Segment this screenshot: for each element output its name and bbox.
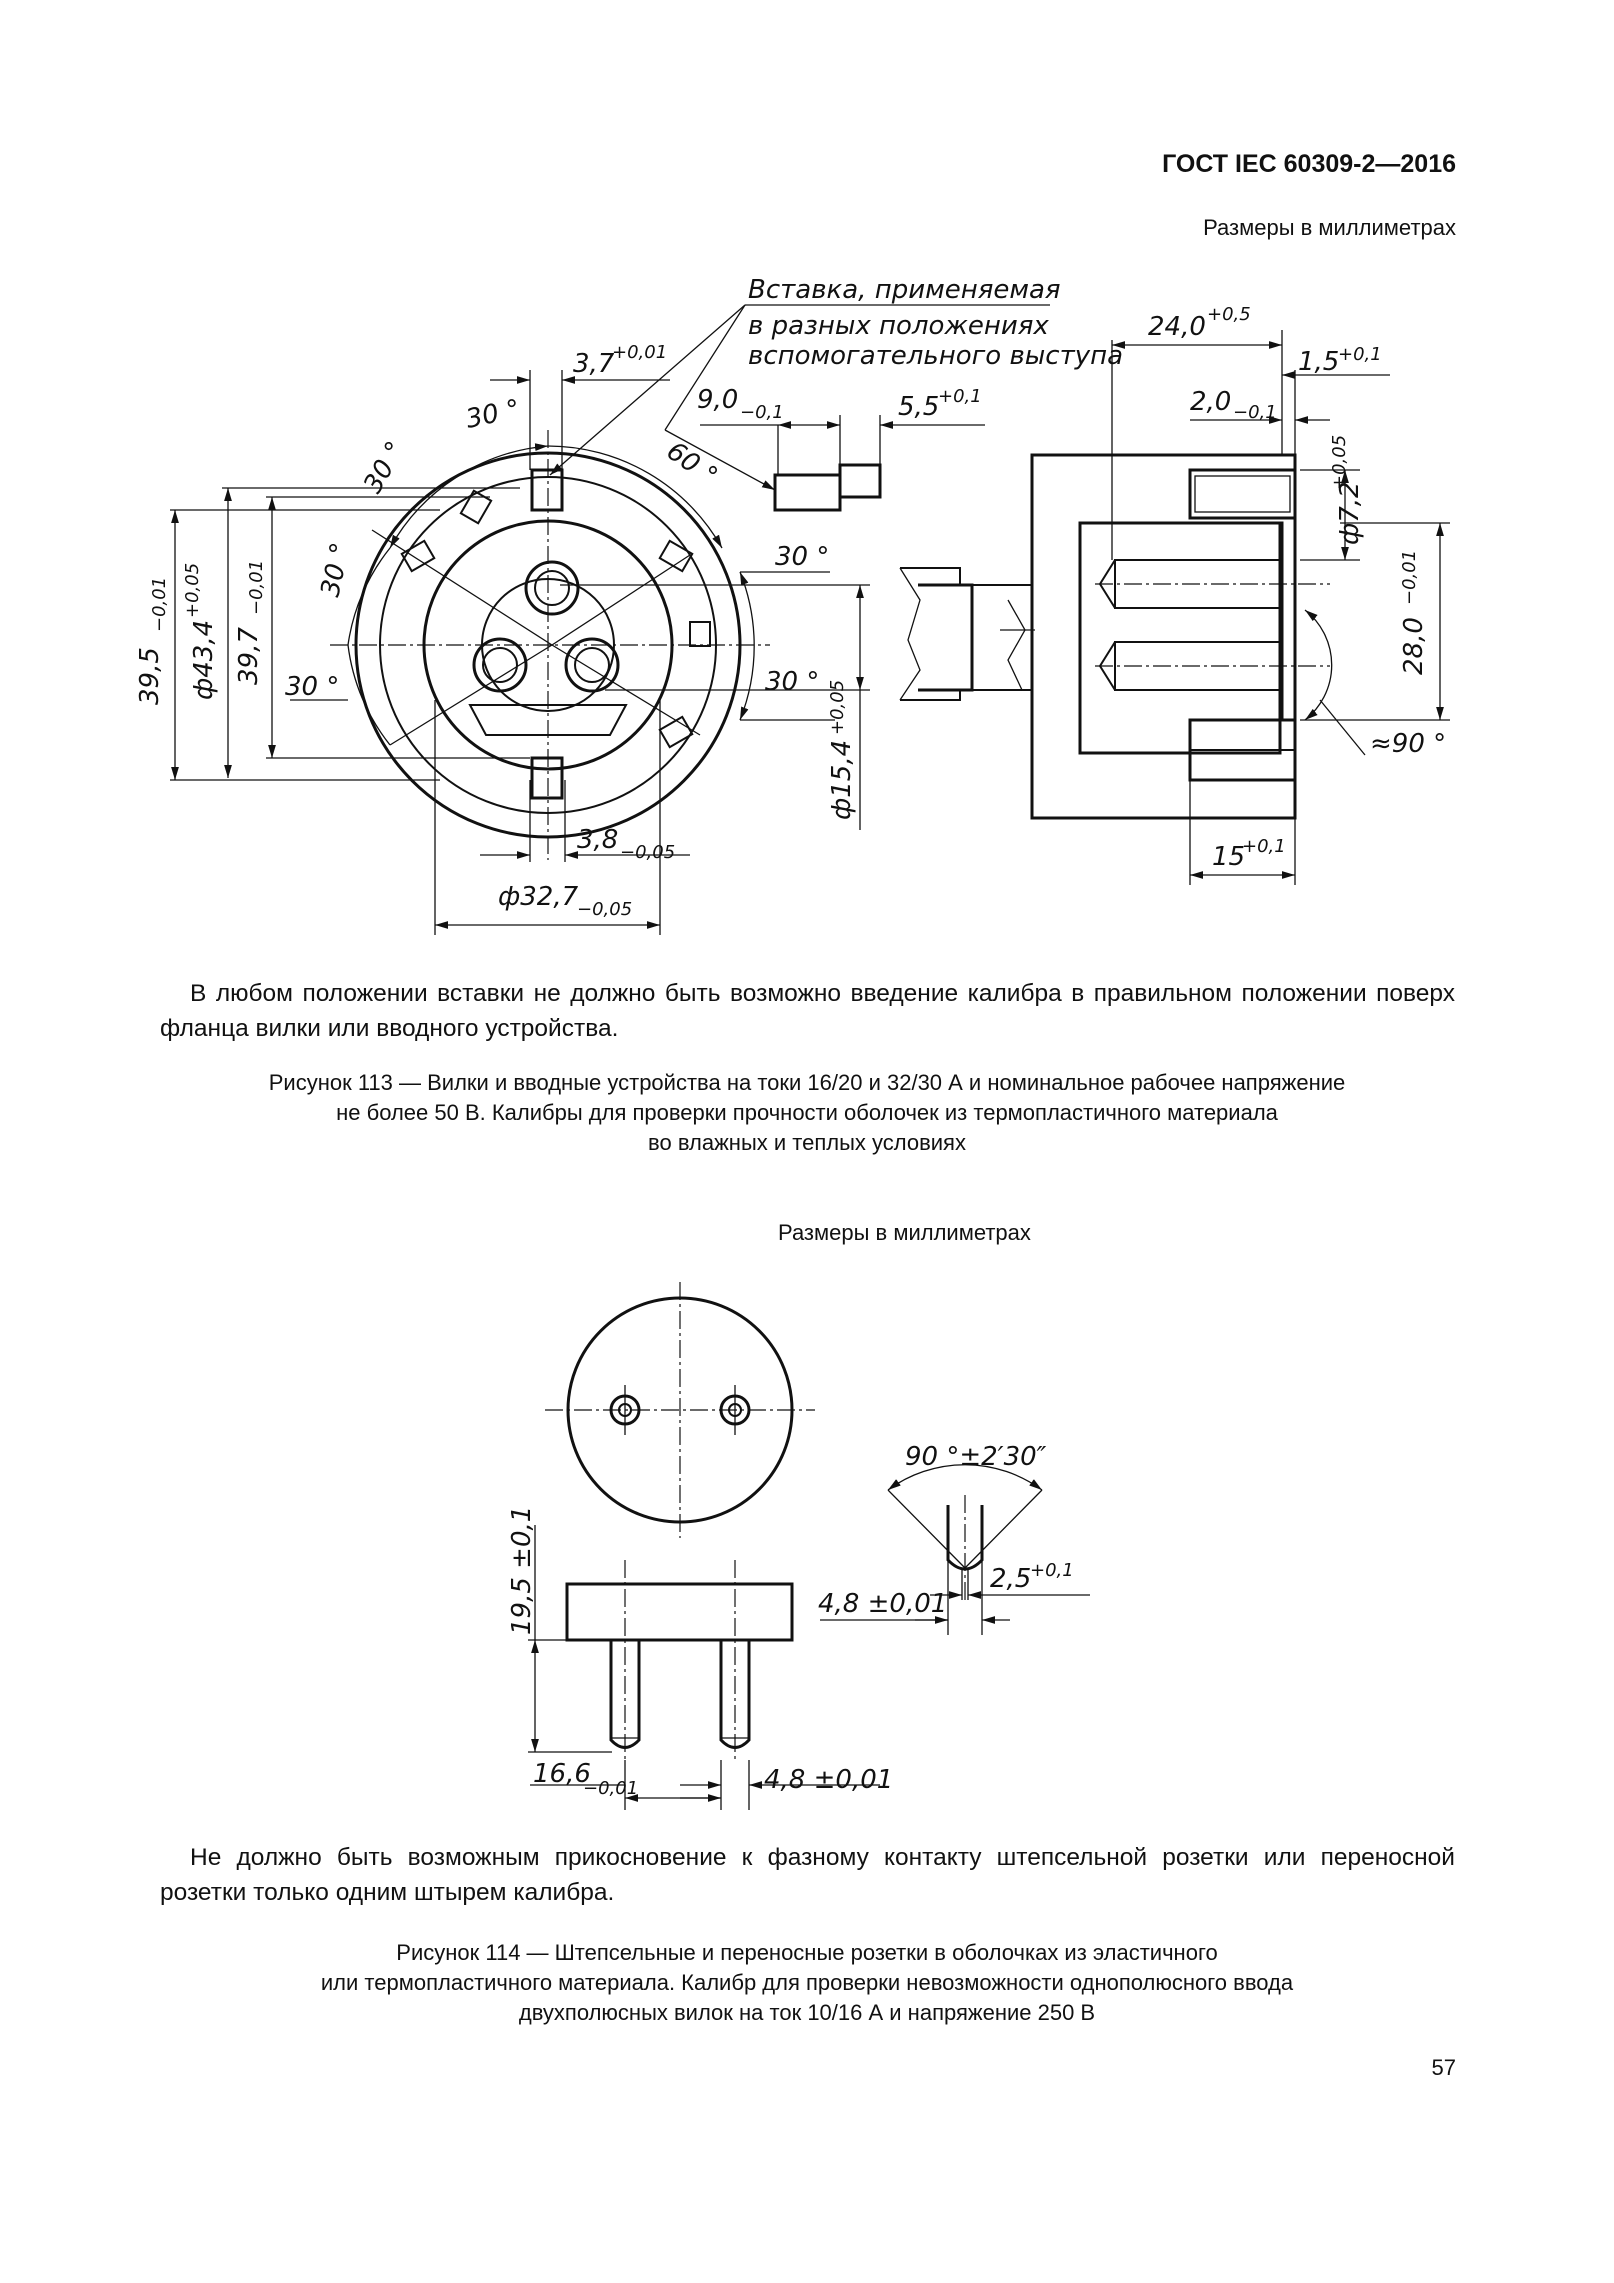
angle-30-top: 30 °	[463, 394, 523, 435]
figure-114-caption-line-2: или термопластичного материала. Калибр для проверки невозможности однополюсного ввода	[320, 1970, 1294, 1995]
figure-113-note-text: В любом положении вставки не должно быть возможно введение калибра в правильном положении поверх фланца вилки или вводного устройства.	[160, 980, 1455, 1042]
dim-24-0-tol: +0,5	[1207, 304, 1251, 325]
section-view	[900, 330, 1450, 885]
dim-43-4-tol: +0,05	[182, 562, 203, 618]
figure-114-drawing	[528, 1282, 1090, 1810]
angle-30-left: 30 °	[315, 540, 357, 600]
dim-16-6: 16,6	[533, 1759, 591, 1789]
angle-90-tol: 90 °±2′30″	[905, 1442, 1047, 1472]
angle-30-lower-left: 30 °	[285, 672, 340, 702]
dim-3-7: 3,7	[573, 349, 615, 379]
dim-3-8-tol: −0,05	[620, 842, 676, 863]
dim-5-5: 5,5	[898, 392, 940, 422]
dim-2-0-tol: −0,1	[1233, 402, 1277, 423]
angle-30-upper-left: 30 °	[358, 436, 412, 499]
top-keyway	[532, 470, 562, 510]
figure-113-caption-line-3: во влажных и теплых условиях	[648, 1130, 966, 1155]
units-note-fig113: Размеры в миллиметрах	[1203, 215, 1456, 240]
dim-4-8-top: 4,8 ±0,01	[818, 1589, 948, 1619]
figure-114-caption-line-3: двухполюсных вилок на ток 10/16 А и напряжение 250 В	[518, 2000, 1096, 2025]
page-number: 57	[1431, 2055, 1456, 2080]
dim-43-4: ф43,4	[189, 619, 219, 700]
dim-28-0: 28,0	[1399, 617, 1429, 675]
dim-4-8-bottom: 4,8 ±0,01	[764, 1765, 894, 1795]
dim-24-0: 24,0	[1148, 312, 1206, 342]
dim-1-5-tol: +0,1	[1338, 344, 1382, 365]
dim-5-5-tol: +0,1	[938, 386, 982, 407]
angle-90: ≈90 °	[1370, 729, 1447, 759]
dim-15: 15	[1212, 842, 1246, 872]
front-view	[330, 430, 770, 860]
figure-113-caption	[150, 1068, 1464, 1158]
dim-7-2-tol: +0,05	[1329, 434, 1350, 490]
units-note-fig114: Размеры в миллиметрах	[778, 1220, 1031, 1245]
dim-2-0: 2,0	[1190, 387, 1232, 417]
dim-2-5-tol: +0,1	[1030, 1560, 1074, 1581]
figure-114-caption-line-1: Рисунок 114 — Штепсельные и переносные розетки в оболочках из эластичного	[396, 1940, 1218, 1965]
dim-2-5: 2,5	[990, 1564, 1032, 1594]
dim-15-4-tol: +0,05	[827, 679, 848, 735]
dim-39-7: 39,7	[234, 627, 264, 685]
dim-15-tol: +0,1	[1242, 836, 1286, 857]
insert-label-3: вспомогательного выступа	[748, 341, 1124, 371]
figure-114-caption	[150, 1938, 1464, 2028]
figure-113-caption-line-2: не более 50 В. Калибры для проверки прочности оболочек из термопластичного материала	[336, 1100, 1278, 1125]
angle-60: 60 °	[660, 436, 723, 492]
dim-9-0: 9,0	[697, 385, 739, 415]
figure-113-labels	[135, 275, 1446, 920]
dim-39-7-tol: −0,01	[246, 559, 267, 615]
insert-label-1: Вставка, применяемая	[748, 275, 1061, 305]
bottom-keyway	[532, 758, 562, 798]
dim-3-8: 3,8	[577, 825, 619, 855]
figure-114-note	[160, 1840, 1455, 1910]
angle-30-right-1: 30 °	[775, 542, 830, 572]
dim-28-0-tol: −0,01	[1399, 549, 1420, 605]
dim-3-7-tol: +0,01	[612, 342, 668, 363]
dim-1-5: 1,5	[1298, 347, 1340, 377]
dim-39-5: 39,5	[135, 647, 165, 705]
dim-39-5-tol: −0,01	[149, 576, 170, 632]
dim-7-2: ф7,2	[1335, 481, 1365, 545]
dim-15-4: ф15,4	[827, 739, 857, 820]
dim-32-7: ф32,7	[498, 882, 579, 912]
dim-9-0-tol: −0,1	[740, 402, 784, 423]
angle-30-right-2: 30 °	[765, 667, 820, 697]
figure-113-note	[160, 976, 1455, 1046]
dim-16-6-tol: −0,01	[583, 1778, 639, 1799]
insert-label-2: в разных положениях	[748, 311, 1049, 341]
figure-114-note-text: Не должно быть возможным прикосновение к фазному контакту штепсельной розетки или переносной розетки только одним штырем калибра.	[160, 1844, 1455, 1906]
dim-32-7-tol: −0,05	[577, 899, 633, 920]
document-header: ГОСТ IEC 60309-2—2016	[1162, 150, 1456, 178]
dim-19-5: 19,5 ±0,1	[507, 1505, 537, 1635]
figure-113-caption-line-1: Рисунок 113 — Вилки и вводные устройства на токи 16/20 и 32/30 А и номинальное рабочее напряжение	[268, 1070, 1346, 1095]
